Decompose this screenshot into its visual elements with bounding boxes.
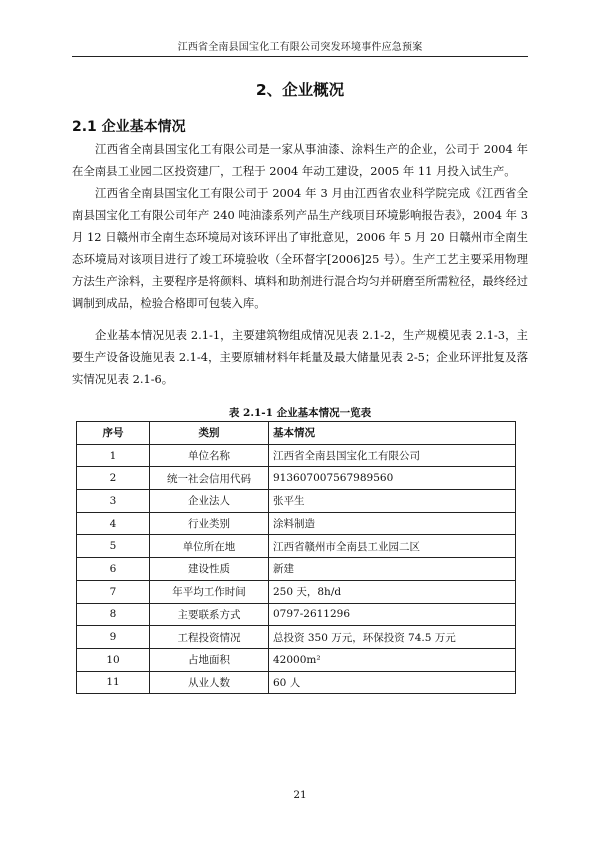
row-details: 60 人	[269, 671, 516, 694]
row-category: 从业人数	[150, 671, 269, 694]
section-title: 2.1 企业基本情况	[72, 119, 186, 135]
row-no: 6	[77, 558, 150, 581]
row-details: 913607007567989560	[269, 467, 516, 490]
table-row	[77, 671, 516, 694]
row-no: 8	[77, 603, 150, 626]
table-header-row	[77, 422, 516, 445]
header-details: 基本情况	[269, 422, 516, 445]
row-details: 新建	[269, 558, 516, 581]
table-row	[77, 490, 516, 513]
paragraph-company-intro: 江西省全南县国宝化工有限公司是一家从事油漆、涂料生产的企业，公司于 2004 年在全南县工业园二区投资建厂，工程于 2004 年动工建设，2005 年 11 月投入试生产。	[72, 142, 528, 178]
paragraph-table-references: 企业基本情况见表 2.1-1，主要建筑物组成情况见表 2.1-2，生产规模见表 2.1-3，主要生产设备设施见表 2.1-4，主要原辅材料年耗量及最大储量见表 2-5；企业环评批复及落实情况见表 2.1-6。	[72, 328, 528, 386]
table-row	[77, 444, 516, 467]
table-row	[77, 535, 516, 558]
table-row	[77, 626, 516, 649]
row-category: 工程投资情况	[150, 626, 269, 649]
row-details: 江西省全南县国宝化工有限公司	[269, 444, 516, 467]
row-category: 行业类别	[150, 512, 269, 535]
row-no: 7	[77, 580, 150, 603]
row-category: 建设性质	[150, 558, 269, 581]
header-divider	[72, 56, 528, 57]
row-category: 统一社会信用代码	[150, 467, 269, 490]
table-row	[77, 467, 516, 490]
company-info-table	[76, 421, 516, 694]
row-no: 2	[77, 467, 150, 490]
row-category: 占地面积	[150, 648, 269, 671]
page-header: 江西省全南县国宝化工有限公司突发环境事件应急预案	[177, 42, 423, 53]
row-details: 总投资 350 万元，环保投资 74.5 万元	[269, 626, 516, 649]
row-category: 企业法人	[150, 490, 269, 513]
row-no: 3	[77, 490, 150, 513]
row-details: 江西省赣州市全南县工业园二区	[269, 535, 516, 558]
page-number: 21	[293, 789, 307, 801]
table-row	[77, 648, 516, 671]
row-no: 5	[77, 535, 150, 558]
table-row	[77, 603, 516, 626]
table-row	[77, 558, 516, 581]
row-no: 1	[77, 444, 150, 467]
paragraph-eia-history: 江西省全南县国宝化工有限公司于 2004 年 3 月由江西省农业科学院完成《江西省全南县国宝化工有限公司年产 240 吨油漆系列产品生产线项目环境影响报告表》，2004 年 3 月 12 日赣州市全南生态环境局对该环评出了审批意见，2006 年 5 月 20 日赣州市全南生态环境局对该项目进行了竣工环境验收（全环督字[2006]25 号）。生产工艺主要采用物理方法生产涂料，主要程序是将颜料、填料和助剂进行混合均匀并研磨至所需粒径，最终经过调制到成品，检验合格即可包装入库。	[72, 186, 528, 310]
row-details: 涂料制造	[269, 512, 516, 535]
row-details: 张平生	[269, 490, 516, 513]
row-category: 单位名称	[150, 444, 269, 467]
row-category: 主要联系方式	[150, 603, 269, 626]
row-details: 250 天，8h/d	[269, 580, 516, 603]
row-details: 0797-2611296	[269, 603, 516, 626]
table-caption: 表 2.1-1 企业基本情况一览表	[228, 407, 372, 419]
row-no: 9	[77, 626, 150, 649]
chapter-title: 2、企业概况	[255, 81, 345, 99]
header-no: 序号	[77, 422, 150, 445]
table-row	[77, 512, 516, 535]
table-row	[77, 580, 516, 603]
row-category: 年平均工作时间	[150, 580, 269, 603]
header-category: 类别	[150, 422, 269, 445]
row-no: 10	[77, 648, 150, 671]
row-no: 11	[77, 671, 150, 694]
row-category: 单位所在地	[150, 535, 269, 558]
row-no: 4	[77, 512, 150, 535]
row-details: 42000m²	[269, 648, 516, 671]
